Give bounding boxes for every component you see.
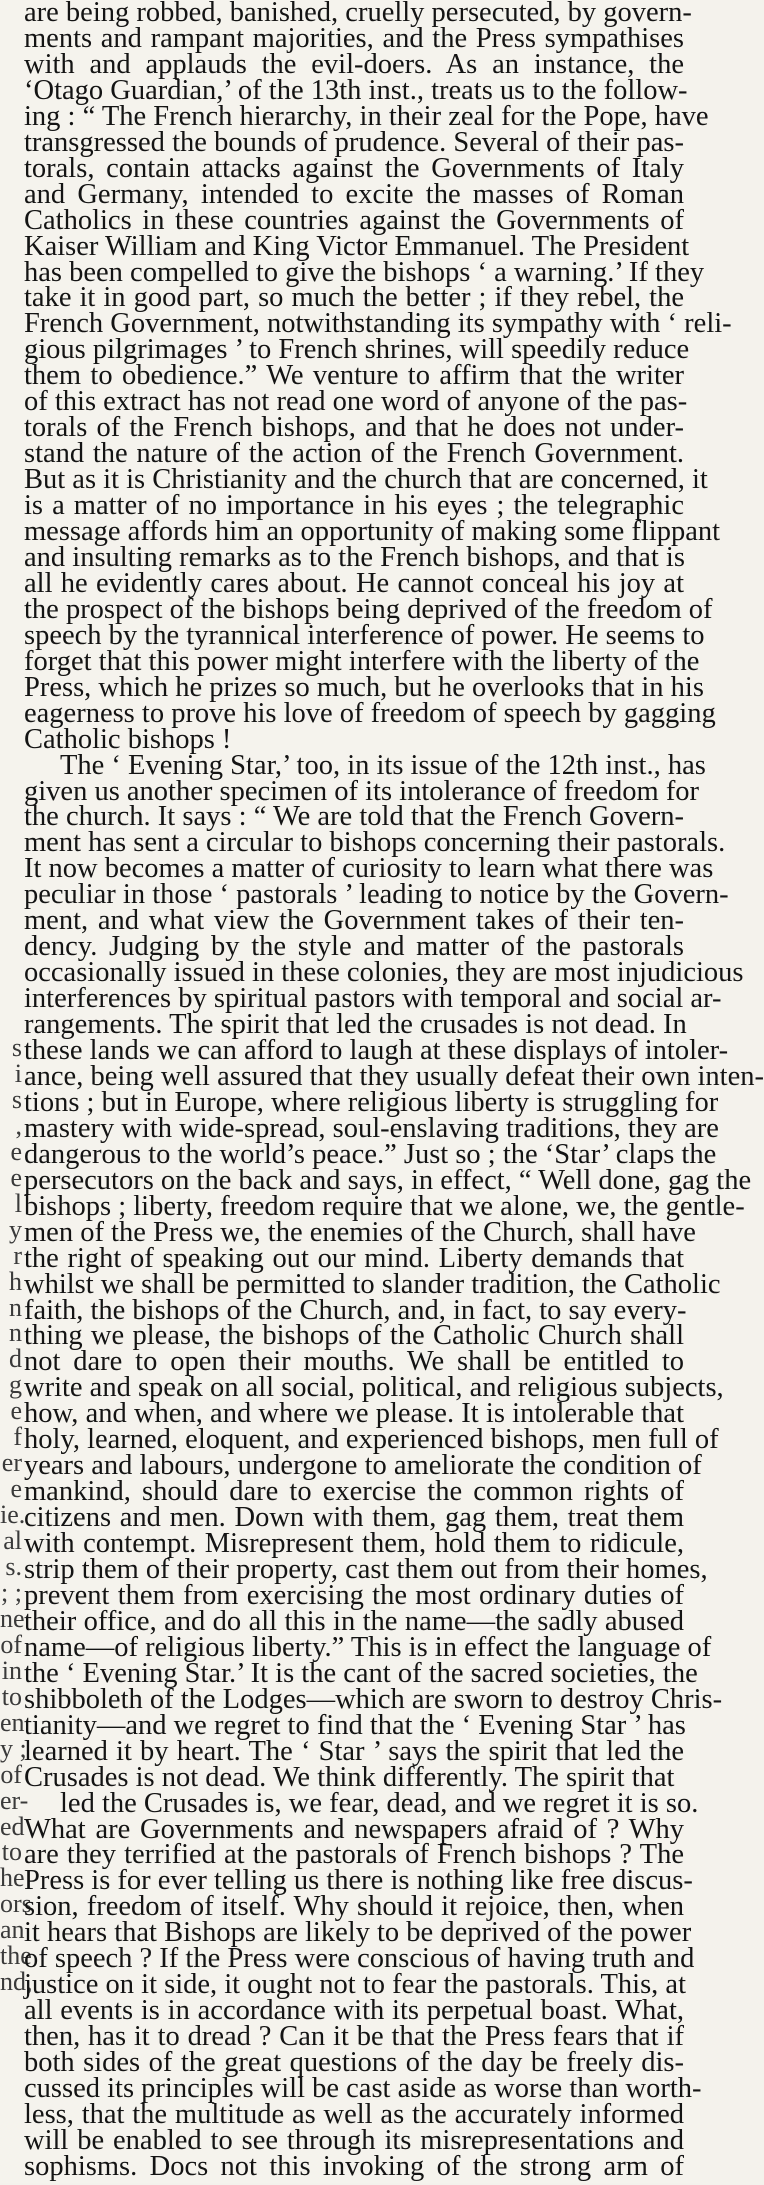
- gutter-fragment: s: [11, 1084, 22, 1114]
- article-line: will be enabled to see through its misrepresentations and: [24, 2124, 684, 2156]
- article-line: write and speak on all social, political, and religious subjects,: [24, 1372, 724, 1404]
- gutter-fragment: i: [14, 1058, 22, 1088]
- gutter-fragment: of: [0, 1759, 22, 1789]
- article-line: faith, the bishops of the Church, and, in fact, to say every-: [24, 1294, 687, 1326]
- article-line: ment has sent a circular to bishops concerning their pastorals.: [24, 827, 726, 859]
- gutter-fragment: of: [0, 1629, 22, 1659]
- article-line: thing we please, the bishops of the Catholic Church shall: [24, 1320, 684, 1352]
- gutter-fragment: en: [0, 1707, 25, 1737]
- article-line: the ‘ Evening Star.’ It is the cant of the sacred societies, the: [24, 1657, 698, 1689]
- article-line: dency. Judging by the style and matter of the pastorals: [24, 931, 684, 963]
- article-line: The ‘ Evening Star,’ too, in its issue of the 12th inst., has: [60, 749, 706, 781]
- gutter-fragment: e: [10, 1474, 22, 1504]
- article-column: [24, 0, 764, 2183]
- article-line: the prospect of the bishops being deprived of the freedom of: [24, 593, 713, 625]
- article-line: mankind, should dare to exercise the common rights of: [24, 1476, 684, 1508]
- article-line: then, has it to dread ? Can it be that the Press fears that if: [24, 2021, 684, 2053]
- gutter-fragment: g: [9, 1370, 22, 1400]
- article-line: with and applauds the evil-doers. As an instance, the: [24, 48, 684, 80]
- article-line: ing : “ The French hierarchy, in their zeal for the Pope, have: [24, 100, 709, 132]
- article-line: name—of religious liberty.” This is in effect the language of: [24, 1631, 712, 1663]
- article-line: holy, learned, eloquent, and experienced bishops, men full of: [24, 1424, 719, 1456]
- article-line: has been compelled to give the bishops ‘ a warning.’ If they: [24, 256, 705, 288]
- article-line: take it in good part, so much the better ; if they rebel, the: [24, 282, 684, 314]
- article-line: ‘Otago Guardian,’ of the 13th inst., treats us to the follow-: [24, 74, 688, 106]
- article-line: of speech ? If the Press were conscious of having truth and: [24, 1943, 695, 1975]
- gutter-fragment: d: [9, 1344, 22, 1374]
- adjacent-column-fragments: [0, 0, 33, 2183]
- article-line: not dare to open their mouths. We shall be entitled to: [24, 1346, 684, 1378]
- article-line: occasionally issued in these colonies, they are most injudicious: [24, 957, 744, 989]
- article-line: it hears that Bishops are likely to be deprived of the power: [24, 1917, 692, 1949]
- article-line: torals of the French bishops, and that he does not under-: [24, 412, 684, 444]
- gutter-fragment: ors: [0, 1889, 32, 1919]
- article-line: Kaiser William and King Victor Emmanuel. The President: [24, 230, 690, 262]
- article-line: Catholic bishops !: [24, 723, 232, 755]
- article-line: French Government, notwithstanding its sympathy with ‘ reli-: [24, 308, 732, 340]
- gutter-fragment: ; ;: [1, 1577, 22, 1607]
- article-line: eagerness to prove his love of freedom of speech by gagging: [24, 697, 716, 729]
- gutter-fragment: er: [1, 1448, 22, 1478]
- gutter-fragment: s: [11, 1033, 22, 1062]
- article-line: torals, contain attacks against the Governments of Italy: [24, 152, 684, 184]
- article-line: transgressed the bounds of prudence. Several of their pas-: [24, 126, 684, 158]
- article-line: Catholics in these countries against the Governments of: [24, 204, 684, 236]
- article-line: message affords him an opportunity of making some flippant: [24, 516, 721, 547]
- gutter-fragment: ed: [0, 1811, 25, 1841]
- article-line: is a matter of no importance in his eyes ; the telegraphic: [24, 490, 684, 522]
- article-line: led the Crusades is, we fear, dead, and we regret it is so.: [60, 1787, 699, 1819]
- article-line: shibboleth of the Lodges—which are sworn to destroy Chris-: [24, 1683, 723, 1715]
- gutter-fragment: e: [10, 1136, 22, 1166]
- gutter-fragment: to: [1, 1837, 22, 1867]
- gutter-fragment: er-: [0, 1785, 29, 1815]
- article-line: forget that this power might interfere with the liberty of the: [24, 645, 700, 677]
- gutter-fragment: n: [9, 1318, 22, 1348]
- gutter-fragment: he: [0, 1863, 25, 1893]
- article-line: given us another specimen of its intolerance of freedom for: [24, 775, 700, 807]
- article-line: and Germany, intended to excite the masses of Roman: [24, 178, 684, 210]
- gutter-fragment: ne: [0, 1603, 25, 1633]
- gutter-fragment: the: [0, 1941, 32, 1971]
- article-line: ment, and what view the Government takes of their ten-: [24, 905, 684, 937]
- gutter-fragment: ,: [15, 1110, 22, 1140]
- gutter-fragment: f: [13, 1422, 22, 1452]
- article-line: with contempt. Misrepresent them, hold them to ridicule,: [24, 1528, 684, 1560]
- gutter-fragment: y: [9, 1214, 22, 1244]
- article-line: ments and rampant majorities, and the Press sympathises: [24, 22, 684, 54]
- article-line: dangerous to the world’s peace.” Just so ; the ‘Star’ claps the: [24, 1138, 717, 1170]
- article-line: tions ; but in Europe, where religious liberty is struggling for: [24, 1086, 719, 1118]
- article-line: cussed its principles will be cast aside as worse than worth-: [24, 2073, 702, 2104]
- article-line: rangements. The spirit that led the crusades is not dead. In: [24, 1009, 687, 1041]
- article-line: But as it is Christianity and the church that are concerned, it: [24, 464, 708, 496]
- article-line: strip them of their property, cast them out from their homes,: [24, 1554, 708, 1585]
- article-line: sophisms. Docs not this invoking of the strong arm of: [24, 2150, 684, 2182]
- article-line: stand the nature of the action of the French Government.: [24, 438, 684, 470]
- gutter-fragment: ie.: [0, 1500, 26, 1530]
- article-line: tianity—and we regret to find that the ‘ Evening Star ’ has: [24, 1709, 686, 1741]
- gutter-fragment: in: [1, 1655, 22, 1685]
- article-line: prevent them from exercising the most ordinary duties of: [24, 1579, 684, 1611]
- article-line: It now becomes a matter of curiosity to learn what there was: [24, 853, 714, 885]
- article-line: men of the Press we, the enemies of the Church, shall have: [24, 1216, 696, 1248]
- article-line: speech by the tyrannical interference of power. He seems to: [24, 619, 705, 651]
- article-line: justice on it side, it ought not to fear the pastorals. This, at: [24, 1969, 686, 2001]
- article-line: years and labours, undergone to ameliorate the condition of: [24, 1450, 702, 1482]
- article-line: both sides of the great questions of the day be freely dis-: [24, 2047, 684, 2079]
- gutter-fragment: al: [3, 1526, 22, 1556]
- article-line: the right of speaking out our mind. Liberty demands that: [24, 1242, 684, 1274]
- article-line: their office, and do all this in the name—the sadly abused: [24, 1605, 684, 1637]
- article-line: them to obedience.” We venture to affirm that the writer: [24, 360, 684, 392]
- article-line: sion, freedom of itself. Why should it rejoice, then, when: [24, 1891, 684, 1923]
- gutter-fragment: y ;: [0, 1733, 27, 1763]
- article-line: citizens and men. Down with them, gag them, treat them: [24, 1502, 684, 1534]
- article-line: and insulting remarks as to the French bishops, and that is: [24, 541, 685, 573]
- article-line: Press is for ever telling us there is nothing like free discus-: [24, 1865, 693, 1897]
- gutter-fragment: h: [9, 1266, 22, 1296]
- article-line: peculiar in those ‘ pastorals ’ leading to notice by the Govern-: [24, 879, 729, 911]
- gutter-fragment: nd,: [0, 1967, 33, 1997]
- gutter-fragment: e: [10, 1162, 22, 1192]
- article-line: are being robbed, banished, cruelly persecuted, by govern-: [24, 0, 692, 28]
- article-line: all he evidently cares about. He cannot conceal his joy at: [24, 567, 684, 599]
- article-line: mastery with wide-spread, soul-enslaving traditions, they are: [24, 1112, 719, 1144]
- gutter-fragment: l: [14, 1188, 22, 1218]
- article-line: What are Governments and newspapers afraid of ? Why: [24, 1813, 684, 1845]
- gutter-fragment: r: [13, 1240, 22, 1270]
- article-line: of this extract has not read one word of anyone of the pas-: [24, 386, 688, 418]
- article-line: how, and when, and where we please. It is intolerable that: [24, 1398, 684, 1430]
- article-line: less, that the multitude as well as the accurately informed: [24, 2098, 684, 2130]
- article-line: these lands we can afford to laugh at these displays of intoler-: [24, 1035, 729, 1066]
- article-line: interferences by spiritual pastors with temporal and social ar-: [24, 983, 722, 1015]
- article-line: persecutors on the back and says, in effect, “ Well done, gag the: [24, 1164, 752, 1196]
- article-line: all events is in accordance with its perpetual boast. What,: [24, 1995, 684, 2027]
- gutter-fragment: n: [9, 1292, 22, 1322]
- gutter-fragment: an: [0, 1915, 25, 1945]
- article-line: Press, which he prizes so much, but he overlooks that in his: [24, 671, 704, 703]
- article-line: bishops ; liberty, freedom require that we alone, we, the gentle-: [24, 1190, 745, 1222]
- article-line: the church. It says : “ We are told that the French Govern-: [24, 801, 684, 833]
- gutter-fragment: e: [10, 1396, 22, 1426]
- gutter-fragment: to: [1, 1681, 22, 1711]
- gutter-fragment: s.: [5, 1552, 22, 1581]
- article-line: gious pilgrimages ’ to French shrines, will speedily reduce: [24, 334, 690, 366]
- article-line: learned it by heart. The ‘ Star ’ says the spirit that led the: [24, 1735, 684, 1767]
- article-line: are they terrified at the pastorals of French bishops ? The: [24, 1839, 684, 1871]
- article-line: whilst we shall be permitted to slander tradition, the Catholic: [24, 1268, 721, 1300]
- article-line: Crusades is not dead. We think differently. The spirit that: [24, 1761, 675, 1793]
- article-line: ance, being well assured that they usually defeat their own inten-: [24, 1060, 764, 1092]
